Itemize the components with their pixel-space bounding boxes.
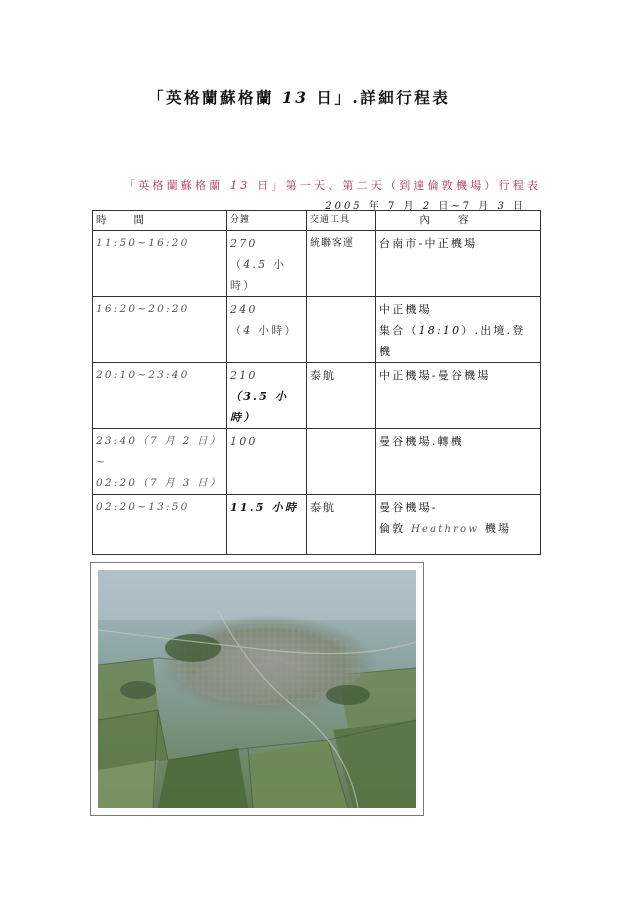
title-number: 13: [281, 88, 309, 107]
minutes-hours-num: 4: [243, 324, 253, 337]
time-cell: 16:20~20:20: [93, 297, 227, 363]
title-prefix: 「英格蘭蘇格蘭: [148, 88, 282, 107]
date-year: 2005: [325, 201, 363, 212]
minutes-hours: [230, 320, 303, 341]
time-cell: 02:20~13:50: [93, 495, 227, 555]
transport-cell: [307, 429, 376, 495]
transport-cell: 泰航: [307, 495, 376, 555]
content-line-2: [379, 518, 537, 540]
minutes-hours: [230, 254, 303, 296]
minutes-cell: [227, 363, 307, 429]
header-content: 內容: [376, 211, 541, 231]
date-day-1: 2: [422, 201, 433, 212]
minutes-cell: [227, 297, 307, 363]
header-transport: 交通工具: [307, 211, 376, 231]
minutes-value: 270: [230, 237, 258, 250]
table-header-row: [93, 211, 541, 231]
content-line-1: 中正機場: [379, 303, 432, 316]
time-cell: [93, 429, 227, 495]
transport-cell: 泰航: [307, 363, 376, 429]
minutes-hours-open: （: [230, 324, 244, 337]
content-line-2-num: 18:10: [418, 324, 462, 337]
date-day-2-unit: 日: [506, 201, 526, 212]
date-month-2: 7: [462, 201, 473, 212]
content-line-2-name: Heathrow: [411, 524, 480, 535]
header-time: 時 間: [93, 211, 227, 231]
table-row: [93, 363, 541, 429]
minutes-cell: [227, 231, 307, 297]
content-line-2: [379, 320, 537, 362]
time-line-1: 23:40（7 月 2 日）~: [96, 435, 223, 468]
content-cell: 台南市-中正機場: [376, 231, 541, 297]
minutes-cell: [227, 495, 307, 555]
subtitle-number: 13: [230, 179, 251, 192]
content-line-2-post: ）.出境.登機: [379, 324, 526, 358]
date-month-1: 7: [388, 201, 398, 212]
minutes-hours-bold: （3.5 小時）: [230, 390, 289, 424]
content-cell: [376, 297, 541, 363]
table-row: [93, 231, 541, 297]
minutes-value: 240: [230, 303, 258, 316]
content-line-2-post: 機場: [479, 522, 512, 535]
minutes-cell: [227, 429, 307, 495]
time-cell: 11:50~16:20: [93, 231, 227, 297]
minutes-hours-bold: 11.5 小時: [230, 501, 299, 514]
table-row: [93, 495, 541, 555]
content-line-1: 曼谷機場-: [379, 501, 438, 514]
transport-cell: 統聯客運: [307, 231, 376, 297]
header-minutes: 分鐘: [227, 211, 307, 231]
itinerary-table: [92, 210, 541, 555]
subtitle-suffix: 日」第一天、第二天（到達倫敦機場）行程表: [250, 179, 542, 192]
transport-cell: [307, 297, 376, 363]
minutes-value: 210: [230, 369, 258, 382]
table-row: [93, 429, 541, 495]
title-suffix: 日」.詳細行程表: [308, 88, 451, 107]
minutes-hours-unit: 小時）: [252, 324, 298, 337]
date-day-1-unit: 日~: [432, 201, 463, 212]
minutes-value: 100: [230, 435, 258, 448]
minutes-hours-open: （: [230, 258, 244, 271]
date-year-unit: 年: [362, 201, 389, 212]
time-line-2: 02:20（7 月 3 日）: [96, 477, 223, 489]
schedule-subtitle: [124, 177, 541, 193]
aerial-photo-frame: [90, 562, 424, 816]
date-month-1-unit: 月: [397, 201, 423, 212]
content-cell: 中正機場-曼谷機場: [376, 363, 541, 429]
content-line-2-pre: 倫敦: [379, 522, 412, 535]
date-month-2-unit: 月: [472, 201, 498, 212]
document-title: [148, 86, 450, 108]
minutes-hours-num: 4.5: [243, 258, 268, 271]
minutes-hours-unit: 小時）: [230, 258, 287, 292]
aerial-photo: [98, 570, 416, 808]
content-cell: 曼谷機場.轉機: [376, 429, 541, 495]
content-cell: [376, 495, 541, 555]
table-row: [93, 297, 541, 363]
content-line-2-pre: 集合（: [379, 324, 419, 337]
subtitle-prefix: 「英格蘭蘇格蘭: [124, 179, 231, 192]
time-cell: 20:10~23:40: [93, 363, 227, 429]
date-day-2: 3: [497, 201, 507, 212]
